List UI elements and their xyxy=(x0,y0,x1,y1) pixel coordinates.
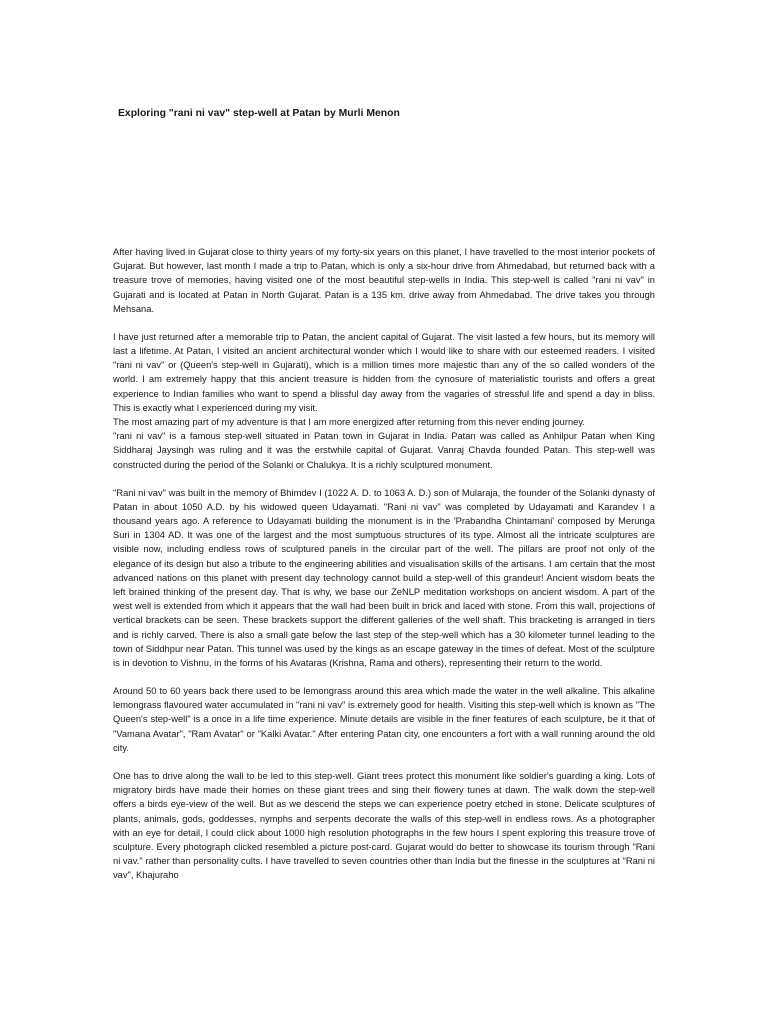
paragraph-gap xyxy=(113,755,655,769)
paragraph-3: The most amazing part of my adventure is that I am more energized after returning from this never ending journey. xyxy=(113,417,585,428)
document-body xyxy=(113,245,655,883)
paragraph-7: One has to drive along the wall to be led to this step-well. Giant trees protect this monument like soldier's guarding a king. Lots of migratory birds have made their homes on these giant trees and sing their flowery tunes at dawn. The walk down the step-well offers a birds eye-view of the well. But as we descend the steps we can experience poetry etched in stone. Delicate sculptures of plants, animals, gods, goddesses, nymphs and serpents decorate the walls of this step-well in endless rows. As a photographer with an eye for detail, I could click about 1000 high resolution photographs in the few hours I spent exploring this treasure trove of sculpture. Every photograph clicked resembled a picture post-card. Gujarat would do better to showcase its tourism through "Rani ni vav." rather than personality cults. I have travelled to seven countries other than India but the finesse in the sculptures at "Rani ni vav", Khajuraho xyxy=(113,770,655,881)
paragraph-1: After having lived in Gujarat close to thirty years of my forty-six years on this planet, I have travelled to the most interior pockets of Gujarat. But however, last month I made a trip to Patan, which is only a six-hour drive from Ahmedabad, but returned back with a treasure trove of memories, having visited one of the most beautiful step-wells in India. This step-well is called "rani ni vav" in Gujarati and is located at Patan in North Gujarat. Patan is a 135 km. drive away from Ahmedabad. The drive takes you through Mehsana. xyxy=(113,247,655,314)
paragraph-gap xyxy=(113,316,655,330)
paragraph-4: "rani ni vav" is a famous step-well situated in Patan town in Gujarat in India. Patan was called as Anhilpur Patan when King Siddharaj Jaysingh was ruling and it was the erstwhile capital of Gujarat. Vanraj Chavda founded Patan. This step-well was constructed during the period of the Solanki or Chalukya. It is a richly sculptured monument. xyxy=(113,431,655,470)
paragraph-6: Around 50 to 60 years back there used to be lemongrass around this area which made the water in the well alkaline. This alkaline lemongrass flavoured water accumulated in "rani ni vav" is extremely good for health. Visiting this step-well which is known as "The Queen's step-well" is a once in a life time experience. Minute details are visible in the finer features of each sculpture, be it that of "Vamana Avatar", "Ram Avatar" or "Kalki Avatar." After entering Patan city, one encounters a fort with a wall running around the old city. xyxy=(113,686,655,753)
paragraph-2: I have just returned after a memorable trip to Patan, the ancient capital of Gujarat. The visit lasted a few hours, but its memory will last a lifetime. At Patan, I visited an ancient architectural wonder which I would like to share with our esteemed readers. I visited "rani ni vav" or (Queen's step-well in Gujarati), which is a million times more majestic than any of the so called wonders of the world. I am extremely happy that this ancient treasure is hidden from the cynosure of materialistic tourists and offers a great experience to Indian families who want to spend a blissful day away from the vagaries of stressful life and spend a day in bliss. This is exactly what I experienced during my visit. xyxy=(113,331,655,413)
paragraph-5: "Rani ni vav" was built in the memory of Bhimdev I (1022 A. D. to 1063 A. D.) son of Mularaja, the founder of the Solanki dynasty of Patan in about 1050 A.D. by his widowed queen Udayamati. "Rani ni vav" was completed by Udayamati and Karandev I a thousand years ago. A reference to Udayamati building the monument is in the 'Prabandha Chintamani' composed by Merunga Suri in 1304 AD. It was one of the largest and the most sumptuous structures of its type. Almost all the intricate sculptures are visible now, including endless rows of sculptured panels in the circular part of the well. The pillars are proof not only of the elegance of its design but also a tribute to the engineering abilities and visualisation skills of the artisans. I am certain that the most advanced nations on this planet with present day technology cannot build a step-well of this grandeur! Ancient wisdom beats the left brained thinking of the present day. That is why, we base our ZeNLP meditation workshops on ancient wisdom. A part of the west well is extended from which it appears that the wall had been built in brick and laced with stone. From this wall, projections of vertical brackets can be seen. These brackets support the different galleries of the well shaft. This bracketing is arranged in tiers and is richly carved. There is also a small gate below the last step of the step-well which has a 30 kilometer tunnel leading to the town of Siddhpur near Patan. This tunnel was used by the kings as an escape gateway in the times of defeat. Most of the sculpture is in devotion to Vishnu, in the forms of his Avataras (Krishna, Rama and others), representing their return to the world. xyxy=(113,487,655,669)
paragraph-gap xyxy=(113,670,655,684)
paragraph-gap xyxy=(113,472,655,486)
document-title: Exploring "rani ni vav" step-well at Patan by Murli Menon xyxy=(118,108,400,119)
